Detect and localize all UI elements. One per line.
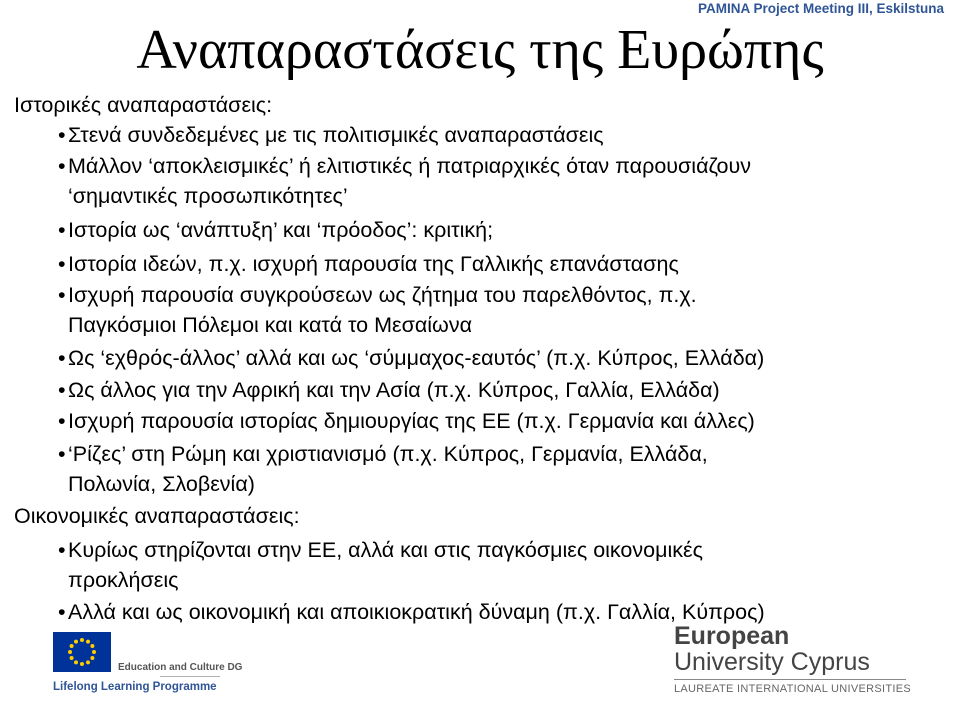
list-item-text: ‘Ρίζες’ στη Ρώμη και χριστιανισμό (π.χ. Κύπρος, Γερμανία, Ελλάδα, (68, 442, 708, 466)
list-item-text: Πολωνία, Σλοβενία) (68, 472, 255, 496)
bullet: • (58, 123, 66, 147)
university-logo-line1: European (674, 622, 790, 650)
meeting-header: PAMINA Project Meeting III, Eskilstuna (697, 1, 944, 16)
eu-dg-caption: Education and Culture DG (118, 662, 243, 673)
list-item (58, 439, 708, 469)
list-item (58, 535, 703, 565)
list-item-text: Ισχυρή παρουσία ιστορίας δημιουργίας της ΕΕ (π.χ. Γερμανία και άλλες) (68, 409, 755, 433)
divider (160, 676, 220, 677)
eu-flag-icon (53, 632, 111, 672)
bullet: • (58, 218, 66, 242)
list-item (58, 151, 751, 181)
list-item-text: Κυρίως στηρίζονται στην ΕΕ, αλλά και στις παγκόσμιες οικονομικές (68, 538, 703, 562)
bullet: • (58, 538, 66, 562)
list-item (58, 343, 764, 373)
list-item-text: Ιστορία ως ‘ανάπτυξη’ και ‘πρόοδος’: κριτική; (68, 218, 494, 242)
list-item-text: Ως ‘εχθρός-άλλος’ αλλά και ως ‘σύμμαχος-εαυτός’ (π.χ. Κύπρος, Ελλάδα) (68, 346, 765, 370)
list-item (58, 280, 697, 310)
bullet: • (58, 600, 66, 624)
eu-stars-icon (53, 632, 111, 672)
university-tagline: LAUREATE INTERNATIONAL UNIVERSITIES (674, 683, 912, 695)
list-item (58, 375, 720, 405)
slide-title: Αναπαραστάσεις της Ευρώπης (136, 19, 824, 81)
divider (674, 679, 906, 680)
list-item-text: Ιστορία ιδεών, π.χ. ισχυρή παρουσία της Γαλλικής επανάστασης (68, 252, 679, 276)
list-item (58, 215, 493, 245)
list-item-text: Ισχυρή παρουσία συγκρούσεων ως ζήτημα του παρελθόντος, π.χ. (68, 283, 697, 307)
bullet: • (58, 409, 66, 433)
list-item-text: προκλήσεις (68, 568, 179, 592)
bullet: • (58, 378, 66, 402)
list-item-text: Μάλλον ‘αποκλεισμικές’ ή ελιτιστικές ή πατριαρχικές όταν παρουσιάζουν (68, 154, 752, 178)
list-item-continuation (68, 310, 472, 340)
bullet: • (58, 346, 66, 370)
list-item-text: ‘σημαντικές προσωπικότητες’ (68, 184, 348, 208)
list-item (58, 120, 604, 150)
bullet: • (58, 283, 66, 307)
bullet: • (58, 442, 66, 466)
list-item-text: Ως άλλος για την Αφρική και την Ασία (π.χ. Κύπρος, Γαλλία, Ελλάδα) (68, 378, 720, 402)
bullet: • (58, 154, 66, 178)
university-logo-line2: University Cyprus (674, 648, 870, 676)
list-item (58, 406, 755, 436)
list-item (58, 597, 765, 627)
economic-heading: Οικονομικές αναπαραστάσεις: (14, 504, 300, 528)
list-item-text: Παγκόσμιοι Πόλεμοι και κατά το Μεσαίωνα (68, 313, 473, 337)
list-item-text: Αλλά και ως οικονομική και αποικιοκρατική δύναμη (π.χ. Γαλλία, Κύπρος) (68, 600, 765, 624)
historical-heading: Ιστορικές αναπαραστάσεις: (14, 93, 273, 117)
list-item-continuation (68, 565, 178, 595)
list-item-continuation (68, 469, 255, 499)
list-item-text: Στενά συνδεδεμένες με τις πολιτισμικές αναπαραστάσεις (68, 123, 604, 147)
bullet: • (58, 252, 66, 276)
programme-label: Lifelong Learning Programme (53, 681, 217, 693)
list-item-continuation (68, 181, 348, 211)
header-strip (0, 0, 960, 18)
list-item (58, 249, 679, 279)
